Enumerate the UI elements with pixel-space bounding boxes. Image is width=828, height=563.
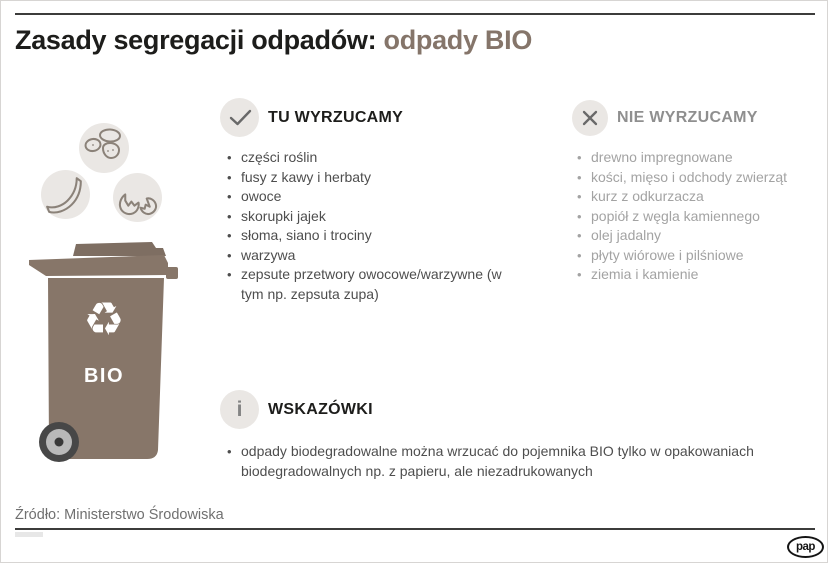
pap-logo: pap — [787, 536, 824, 558]
check-icon — [220, 98, 259, 137]
list-item: • zepsute przetwory owocowe/warzywne (w tym np. zepsuta zupa) — [227, 265, 525, 304]
allowed-list — [227, 148, 525, 304]
bin-label: BIO — [83, 365, 125, 387]
list-item: • warzywa — [227, 246, 525, 266]
list-item: • słoma, siano i trociny — [227, 226, 525, 246]
section-header-forbidden — [572, 100, 758, 136]
list-item: • drewno impregnowane — [577, 148, 827, 168]
page-title — [15, 25, 532, 56]
section-header-tips — [220, 390, 373, 429]
allowed-heading: TU WYRZUCAMY — [268, 108, 404, 126]
list-item: • płyty wiórowe i pilśniowe — [577, 246, 827, 266]
source-caption: Źródło: Ministerstwo Środowiska — [15, 507, 224, 523]
list-item: • olej jadalny — [577, 226, 827, 246]
bio-bin — [15, 121, 225, 483]
list-item: • popiół z węgla kamiennego — [577, 207, 827, 227]
page-title-accent: odpady BIO — [383, 25, 533, 55]
x-icon — [572, 100, 608, 136]
tips-list — [227, 442, 805, 481]
tips-heading: WSKAZÓWKI — [268, 400, 373, 418]
list-item: • części roślin — [227, 148, 525, 168]
watermark-mark — [15, 532, 43, 537]
list-item: • fusy z kawy i herbaty — [227, 168, 525, 188]
page-title-prefix: Zasady segregacji odpadów: — [15, 25, 384, 55]
forbidden-heading: NIE WYRZUCAMY — [617, 109, 758, 126]
recycle-icon: ♻ — [83, 292, 125, 346]
top-divider — [15, 13, 815, 15]
bottom-divider — [15, 528, 815, 530]
info-icon: i — [220, 390, 259, 429]
bin-illustration — [15, 121, 225, 483]
forbidden-list — [577, 148, 827, 285]
list-item: • kości, mięso i odchody zwierząt — [577, 168, 827, 188]
section-header-allowed — [220, 98, 403, 137]
list-item: • owoce — [227, 187, 525, 207]
list-item: • ziemia i kamienie — [577, 265, 827, 285]
list-item: • kurz z odkurzacza — [577, 187, 827, 207]
list-item: • skorupki jajek — [227, 207, 525, 227]
list-item: • odpady biodegradowalne można wrzucać do pojemnika BIO tylko w opakowaniach biodegradowalnych np. z papieru, ale niezadrukowanych — [227, 442, 805, 481]
